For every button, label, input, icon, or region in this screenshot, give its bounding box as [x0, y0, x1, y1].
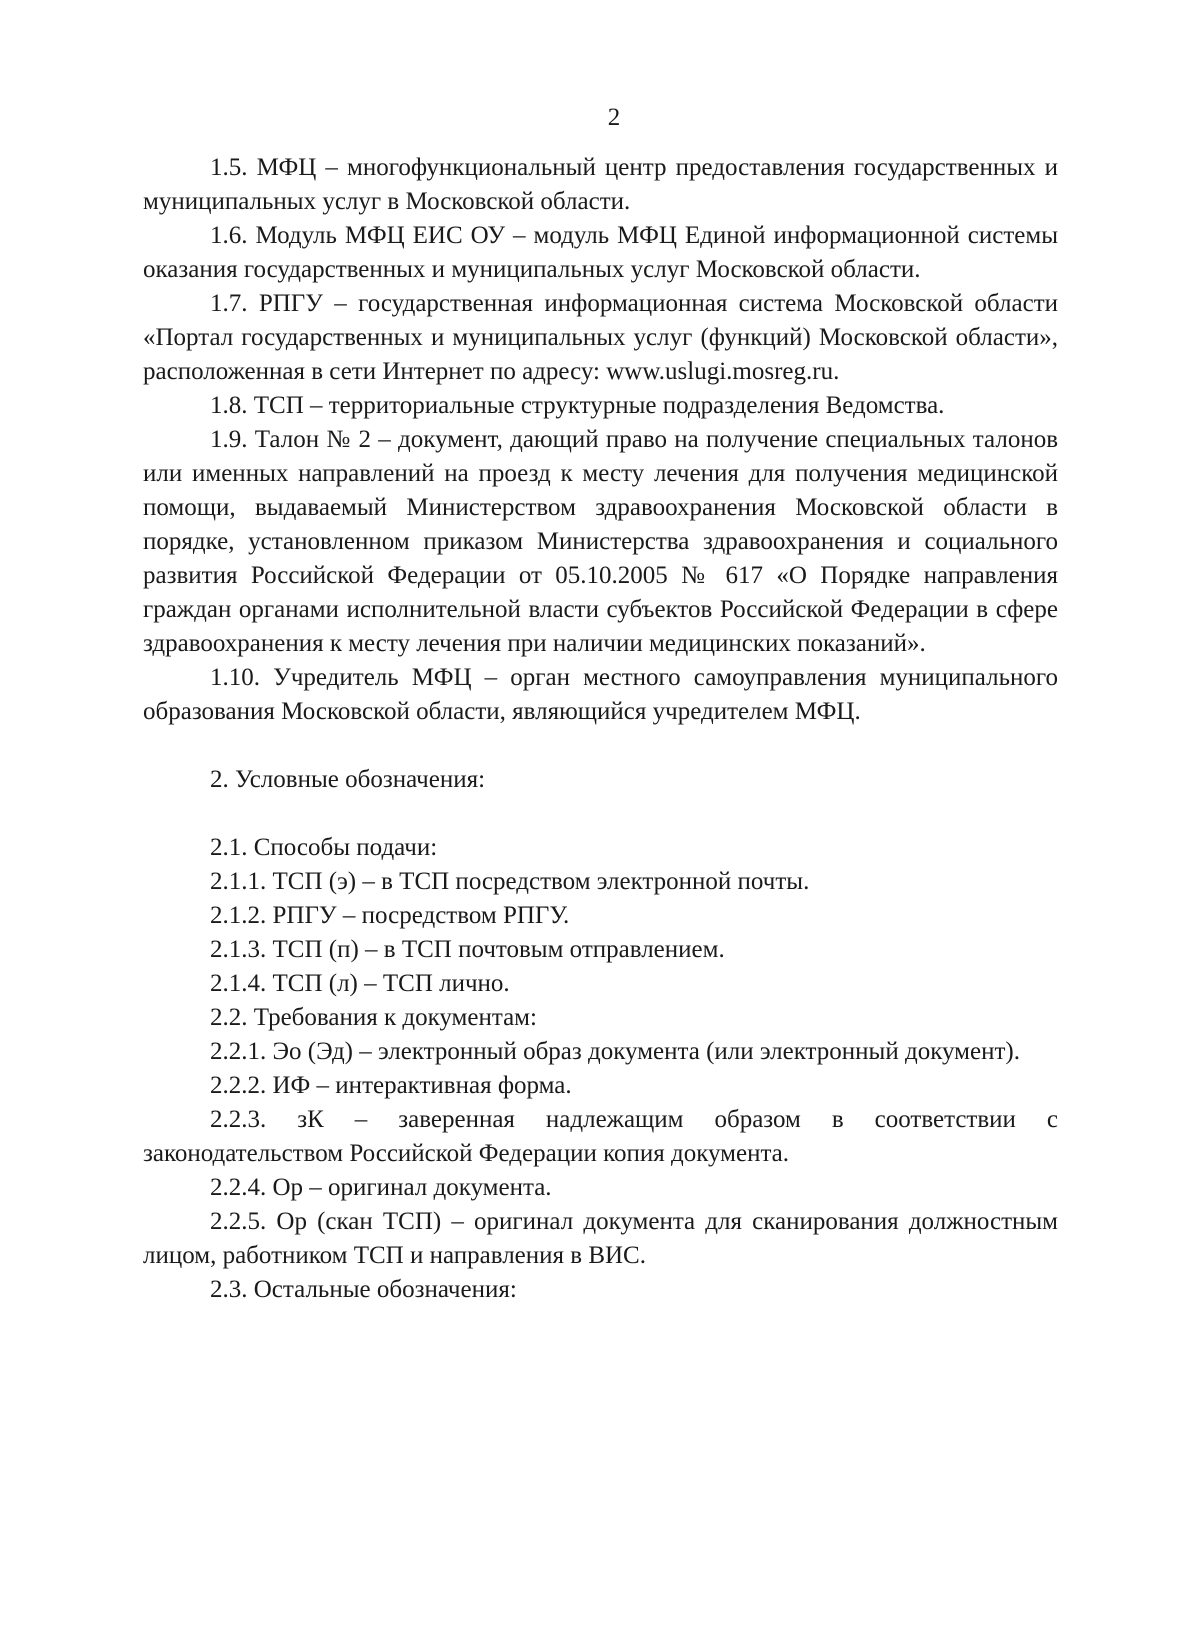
paragraph-2-1: 2.1. Способы подачи: [210, 834, 438, 861]
paragraph-2-1-2: 2.1.2. РПГУ – посредством РПГУ. [210, 902, 570, 929]
section-2-heading: 2. Условные обозначения: [210, 766, 486, 793]
paragraph-1-8: 1.8. ТСП – территориальные структурные подразделения Ведомства. [210, 392, 945, 419]
paragraph-2-2-5: 2.2.5. Ор (скан ТСП) – оригинал документа для сканирования должностным лицом, работником ТСП и направления в ВИС. [143, 1208, 1058, 1269]
paragraph-1-5: 1.5. МФЦ – многофункциональный центр предоставления государственных и муниципальных услуг в Московской области. [143, 154, 1058, 215]
paragraph-1-10: 1.10. Учредитель МФЦ – орган местного самоуправления муниципального образования Московской области, являющийся учредителем МФЦ. [143, 664, 1058, 725]
paragraph-2-2-1: 2.2.1. Эо (Эд) – электронный образ документа (или электронный документ). [210, 1038, 1020, 1065]
paragraph-2-3: 2.3. Остальные обозначения: [210, 1276, 517, 1303]
paragraph-2-1-4: 2.1.4. ТСП (л) – ТСП лично. [210, 970, 510, 997]
paragraph-2-2-4: 2.2.4. Ор – оригинал документа. [210, 1174, 552, 1201]
paragraph-2-2-2: 2.2.2. ИФ – интерактивная форма. [210, 1072, 572, 1099]
paragraph-1-6: 1.6. Модуль МФЦ ЕИС ОУ – модуль МФЦ Единой информационной системы оказания государственных и муниципальных услуг Московской области. [143, 222, 1058, 283]
paragraph-2-2-3: 2.2.3. зК – заверенная надлежащим образом в соответствии с законодательством Российской Федерации копия документа. [143, 1106, 1058, 1167]
document-body [143, 151, 1058, 1307]
paragraph-1-7: 1.7. РПГУ – государственная информационная система Московской области «Портал государственных и муниципальных услуг (функций) Московской области», расположенная в сети Интернет по адресу: www.uslugi.mosreg.ru. [143, 290, 1058, 385]
paragraph-2-2: 2.2. Требования к документам: [210, 1004, 537, 1031]
page-number: 2 [607, 104, 621, 131]
paragraph-1-9: 1.9. Талон № 2 – документ, дающий право на получение специальных талонов или именных направлений на проезд к месту лечения для получения медицинской помощи, выдаваемый Министерством здравоохранения Московской области в порядке, установленном приказом Министерства здравоохранения и социального развития Российской Федерации от 05.10.2005 № 617 «О Порядке направления граждан органами исполнительной власти субъектов Российской Федерации в сфере здравоохранения к месту лечения при наличии медицинских показаний». [143, 426, 1058, 657]
paragraph-2-1-1: 2.1.1. ТСП (э) – в ТСП посредством электронной почты. [210, 868, 810, 895]
paragraph-2-1-3: 2.1.3. ТСП (п) – в ТСП почтовым отправлением. [210, 936, 725, 963]
